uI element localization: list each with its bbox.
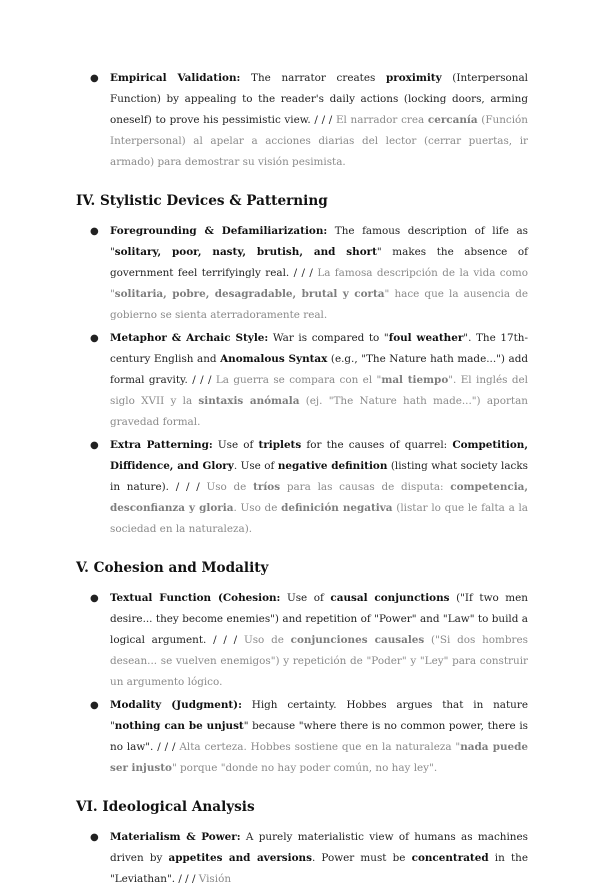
text-es: Visión (198, 873, 232, 885)
text-es: " hace que la ausencia de gobierno se sienta aterradoramente real. (110, 288, 528, 321)
text-es: " porque "donde no hay poder común, no hay ley". (171, 762, 438, 774)
text-es-bold: mal tiempo (381, 374, 449, 386)
bullet-icon: ● (90, 226, 99, 237)
text-en: " because "where there is no common power, there is no law". (110, 720, 528, 753)
text-es-bold: tríos (253, 481, 281, 493)
text-en-bold: foul weather (388, 332, 464, 344)
text-es: La famosa descripción de la vida como " (110, 267, 528, 300)
text-en: Use of (280, 592, 331, 604)
text-es: (listar lo que le falta a la sociedad en la naturaleza). (110, 502, 529, 535)
text-en: . Use of (233, 460, 278, 472)
text-en: in the "Leviathan". (110, 852, 529, 885)
text-en-bold: Competition, Diffidence, and Glory (110, 439, 528, 472)
bullet-icon: ● (90, 700, 99, 711)
text-es: ". El inglés del siglo XVII y la (110, 374, 528, 407)
list-item (76, 827, 528, 890)
section-heading: V. Cohesion and Modality (76, 560, 269, 576)
text-es-bold: competencia, desconfianza y gloria (110, 481, 528, 514)
text-es: para las causas de disputa: (280, 481, 451, 493)
text-en: The narrator creates (240, 72, 387, 84)
text-en-bold: Anomalous Syntax (220, 353, 328, 365)
text-en-bold: appetites and aversions (168, 852, 312, 864)
text-es: El narrador crea (335, 114, 428, 126)
item-label: Metaphor & Archaic Style: (110, 332, 269, 344)
bullet-icon: ● (90, 333, 99, 344)
list-item (76, 328, 528, 433)
document-content (76, 68, 528, 890)
text-en: ("If two men desire... they become enemies") and repetition of "Power" and "Law" to build a logical argument. (110, 592, 528, 646)
bullet-icon: ● (90, 832, 99, 843)
text-en-bold: proximity (386, 72, 442, 84)
separator: / / / (153, 741, 180, 753)
text-en: (e.g., "The Nature hath made...") add formal gravity. (110, 353, 528, 386)
text-en: . Power must be (311, 852, 412, 864)
text-es: Alta certeza. Hobbes sostiene que en la naturaleza " (179, 741, 461, 753)
bullet-icon: ● (90, 73, 99, 84)
list-item (76, 221, 528, 326)
bullet-icon: ● (90, 593, 99, 604)
item-label: Empirical Validation: (110, 72, 241, 84)
item-label: Textual Function (Cohesion: (110, 592, 281, 604)
text-en-bold: solitary, poor, nasty, brutish, and short (114, 246, 377, 258)
text-en-bold: negative definition (277, 460, 388, 472)
list-item (76, 695, 528, 779)
separator: / / / (168, 481, 207, 493)
text-es-bold: conjunciones causales (290, 634, 425, 646)
text-en: for the causes of quarrel: (301, 439, 453, 451)
text-en-bold: concentrated (411, 852, 489, 864)
item-label: Extra Patterning: (110, 439, 213, 451)
text-es: Uso de (243, 634, 291, 646)
separator: / / / (187, 374, 216, 386)
text-es: (ej. "The Nature hath made...") aportan gravedad formal. (110, 395, 528, 428)
text-es-bold: nada puede ser injusto (110, 741, 529, 774)
text-en: (Interpersonal Function) by appealing to the reader's daily actions (locking doors, arming oneself) to prove his pessimistic view. (110, 72, 528, 126)
section-heading: VI. Ideological Analysis (76, 799, 255, 815)
item-label: Materialism & Power: (110, 831, 241, 843)
text-es: . Uso de (233, 502, 282, 514)
text-es: (Función Interpersonal) al apelar a acciones diarias del lector (cerrar puertas, ir armado) para demostrar su visión pesimista. (110, 114, 528, 168)
text-en-bold: triplets (258, 439, 302, 451)
separator: / / / (175, 873, 199, 885)
text-es-bold: sintaxis anómala (198, 395, 300, 407)
text-en: ". The 17th-century English and (110, 332, 529, 365)
text-es-bold: solitaria, pobre, desagradable, brutal y corta (114, 288, 385, 300)
text-en: War is compared to " (268, 332, 389, 344)
separator: / / / (206, 634, 244, 646)
list-item (76, 435, 528, 540)
text-en: (listing what society lacks in nature). (110, 460, 528, 493)
separator: / / / (310, 114, 336, 126)
text-en-bold: causal conjunctions (330, 592, 450, 604)
text-en: A purely materialistic view of humans as machines driven by (110, 831, 528, 864)
item-label: Modality (Judgment): (110, 699, 242, 711)
item-label: Foregrounding & Defamiliarization: (110, 225, 328, 237)
list-item (76, 68, 528, 173)
bullet-icon: ● (90, 440, 99, 451)
text-en: Use of (212, 439, 259, 451)
text-es-bold: cercanía (427, 114, 478, 126)
section-heading: IV. Stylistic Devices & Patterning (76, 193, 328, 209)
text-es: Uso de (206, 481, 254, 493)
separator: / / / (289, 267, 318, 279)
text-es: La guerra se compara con el " (215, 374, 382, 386)
text-es-bold: definición negativa (281, 502, 393, 514)
text-en-bold: nothing can be unjust (114, 720, 244, 732)
list-item (76, 588, 528, 693)
text-en: The famous description of life as " (110, 225, 528, 258)
text-en: High certainty. Hobbes argues that in nature " (110, 699, 528, 732)
text-es: ("Si dos hombres desean... se vuelven enemigos") y repetición de "Poder" y "Ley" para construir un argumento lógico. (110, 634, 528, 688)
text-en: " makes the absence of government feel terrifyingly real. (110, 246, 528, 279)
